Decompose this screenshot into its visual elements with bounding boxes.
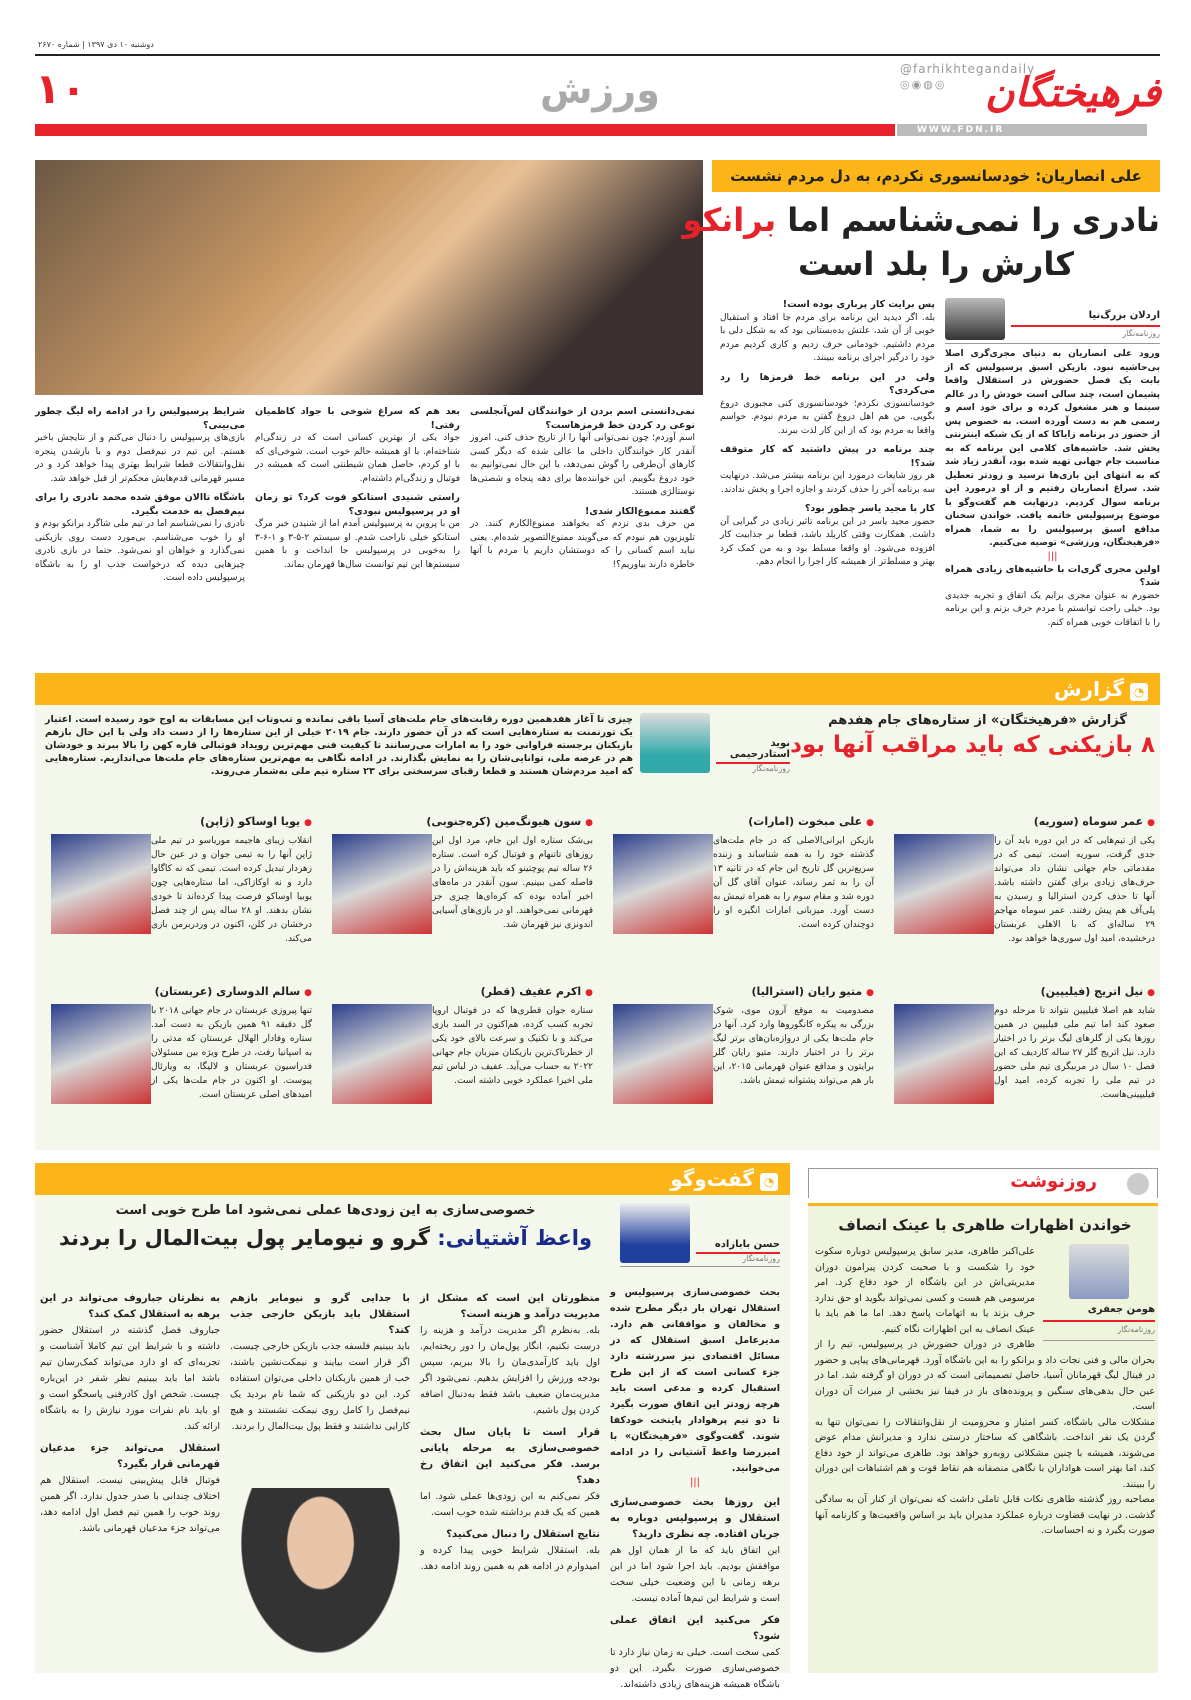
author-role: روزنامه‌نگار bbox=[752, 764, 790, 773]
interview-title-block bbox=[38, 1203, 613, 1250]
player-text: تنها پیروزی عربستان در جام جهانی ۲۰۱۸ با گل دقیقه ۹۱ همین بازیکن به دست آمد. ستاره وفادار الهلال عربستان که مدتی را به اسپانیا رفت، در طرح ویژه بین مسئولان فدراسیون عربستان و لالیگا، به ویارئال پیوست. او اکنون در جام ملت‌ها یکی از امیدهای اصلی عربستان است. bbox=[151, 1006, 312, 1100]
answer: باید ببینیم فلسفه جذب بازیکن خارجی چیست. اگر قرار است بیایند و نیمکت‌نشین باشند، خب از همین بازیکنان داخلی می‌توان استفاده کرد. این دو بازیکنی که شما نام بردید یک نیم‌فصل را کامل روی نیمکت نشستند و هیچ کارایی نداشتند و فقط پول بیت‌المال را بردند. bbox=[230, 1341, 410, 1432]
author-role: روزنامه‌نگار bbox=[742, 1254, 780, 1263]
question: قرار است تا پایان سال بحث خصوصی‌سازی به مرحله پایانی برسد. فکر می‌کنید این اتفاق رخ دهد؟ bbox=[420, 1427, 600, 1486]
telegram-icon: ◉ bbox=[911, 78, 924, 91]
interview-header-bar bbox=[35, 1163, 790, 1195]
lead-photo bbox=[35, 160, 703, 395]
question: کار با مجید یاسر چطور بود؟ bbox=[804, 503, 935, 514]
player-text: مصدومیت به موقع آرون موی، شوک بزرگی به پیکره کانگوروها وارد کرد. آنها در جام ملت‌ها یکی از دروازه‌بان‌های برتر لیگ برتر را در اختیار دارند. متیو رایان گلر برایتون و مدافع عنوان قهرمانی ۲۰۱۵، این بار هم می‌تواند پشتوانه تیمش باشد. bbox=[713, 1006, 874, 1086]
column-body bbox=[815, 1244, 1155, 1668]
lead-kicker: علی انصاریان: خودسانسوری نکردم، به دل مردم نشست bbox=[712, 160, 1160, 192]
answer: این اتفاق باید که ما از همان اول هم موافقش بودیم. باید اجرا شود اما در این برهه زمانی با این وضعیت خیلی سخت است و شرایط این تیم‌ها آماده نیست. bbox=[610, 1545, 780, 1604]
lead-column-3 bbox=[470, 400, 695, 665]
player-photo bbox=[894, 834, 994, 934]
lead-intro-column bbox=[945, 298, 1160, 665]
column-paragraph: مشکلات مالی باشگاه، کسر امتیاز و محرومیت از نقل‌وانتقالات را نمی‌توان تنها به گردن یک نفر انداخت. باشگاهی که ساختار درستی ندارد و مدیرانش مدام عوض می‌شوند، همیشه با چنین مشکلاتی روبه‌رو خواهد بود. طاهری می‌تواند از خود دفاع کند، اما بهتر است هواداران با نگاهی منصفانه هم نقاط قوت و هم اشتباهات این دوران را ببینند. bbox=[815, 1416, 1155, 1490]
player-name: ● عمر سوماه (سوریه) bbox=[888, 815, 1155, 830]
interview-headline: گرو و نیومایر پول بیت‌المال را بردند bbox=[58, 1226, 430, 1250]
lead-headline bbox=[682, 198, 1160, 286]
question: اولین مجری گری‌ات با حاشیه‌های زیادی همراه شد؟ bbox=[945, 563, 1160, 588]
player-card bbox=[607, 985, 874, 1145]
question: به نظرتان جباروف می‌تواند در این برهه به استقلال کمک کند؟ bbox=[40, 1293, 220, 1320]
lead-column-5 bbox=[35, 400, 245, 665]
player-text: بی‌شک ستاره اول این جام، مرد اول این روزهای تاتنهام و فوتبال کره است. ستاره ۲۶ ساله تیم پوچتینو که باید هزینه‌اش را در فاصله کمی ببینیم. سون آنقدر در ماه‌های اخیر آماده بوده که کره‌ای‌ها چیزی جز قهرمانی نمی‌خواهند. او در بازی‌های آسیایی اندونزی نیز قهرمان شد. bbox=[432, 836, 593, 930]
player-text: بازیکن ایرانی‌الاصلی که در جام ملت‌های گذشته خود را به همه شناساند و زننده سریع‌ترین گل تاریخ این جام که در ثانیه ۱۳ آن را به ثمر رساند، عنوان آقای گل آن دوره شد و مقام سوم را به همراه تیمش به دست آورد. میزبانی امارات انگیزه او را دوچندان کرده است. bbox=[713, 836, 874, 930]
interviewee-photo bbox=[228, 1488, 413, 1671]
section-icon bbox=[1127, 1173, 1149, 1195]
answer: بازی‌های پرسپولیس را دنبال می‌کنم و از نتایجش باخبر هستم. این تیم در نیم‌فصل دوم و با بازشدن پنجره نقل‌وانتقالات قطعا شرایط بهتری پیدا خواهد کرد و در مسیر قهرمانی قدم‌هایش محکم‌تر از قبل خواهد شد. bbox=[35, 433, 245, 484]
question: با جدایی گرو و نیومایر بازهم استقلال باید بازیکن خارجی جذب کند؟ bbox=[230, 1293, 410, 1336]
answer: فکر نمی‌کنم به این زودی‌ها عملی شود. اما همین که یک قدم برداشته شده خوب است. bbox=[420, 1491, 600, 1518]
player-photo bbox=[51, 834, 151, 934]
report-header-bar bbox=[35, 673, 1160, 705]
player-name: ● علی مبخوت (امارات) bbox=[607, 815, 874, 830]
newspaper-logo: فرهیختگان bbox=[985, 70, 1161, 116]
page-number: ۱۰ bbox=[35, 64, 87, 113]
player-text: شاید هم اصلا فیلیپین نتواند تا مرحله دوم صعود کند اما تیم ملی فیلیپین در همین روزها یکی از گلرهای لیگ برتر را در اختیار دارد. نیل اتریج گلر ۲۷ ساله کاردیف که این فصل ۱۰ سال در مربیگری تیم ملی حضور در تیم ملی را تجربه کرده، امید اول فیلیپینی‌هاست. bbox=[994, 1006, 1156, 1100]
section-icon: ◔ bbox=[1130, 683, 1148, 701]
column-author bbox=[1043, 1244, 1155, 1341]
interview-column-4 bbox=[40, 1285, 220, 1668]
divider bbox=[35, 54, 1160, 56]
report-author bbox=[640, 713, 790, 776]
interview-author bbox=[620, 1203, 780, 1267]
lead-column-4 bbox=[255, 400, 460, 665]
answer: اسم آوردم؛ چون نمی‌توانی آنها را از تاریخ حذف کنی. امروز آنقدر کار خوانندگان داخلی ما عالی شده که دیگر کسی کارهای آن‌طرفی را گوش نمی‌دهد، با این حال نمی‌توانیم به خود دروغ بگوییم. این خواننده‌ها برای دهه پنجاه و شصتی‌ها نوستالژی هستند. bbox=[470, 433, 695, 497]
answer: بله. به‌نظرم اگر مدیریت درآمد و هزینه را درست نکنیم، انگار پول‌مان را دور ریخته‌ایم. اول باید کارآمدی‌مان را بالا ببریم، سپس بودجه ورزش را افزایش بدهیم. نمی‌شود اگر مدیریت‌مان ضعیف باشد فقط به‌دنبال اضافه کردن پول باشیم. bbox=[420, 1325, 600, 1416]
player-card bbox=[326, 985, 593, 1145]
author-photo bbox=[1069, 1244, 1129, 1299]
player-photo bbox=[894, 1004, 994, 1104]
report-title-block bbox=[790, 713, 1155, 758]
player-photo bbox=[613, 834, 713, 934]
question: نتایج استقلال را دنبال می‌کنید؟ bbox=[446, 1529, 600, 1540]
website: WWW.FDN.IR bbox=[897, 124, 1147, 136]
player-name: ● سالم الدوساری (عربستان) bbox=[45, 985, 312, 1000]
headline-part: کارش را بلد است bbox=[798, 245, 1074, 283]
answer: بله. اگر دیدید این برنامه برای مردم جا افتاد و استقبال خوبی از آن شد، علتش بده‌بستانی بود که به شکل دلی با مردم داشتیم. خودمانی حرف زدیم و کاری کردیم مردم خود را درگیر اجرای برنامه ببینند. bbox=[720, 312, 935, 363]
player-name: ● یویا اوساکو (ژاپن) bbox=[45, 815, 312, 830]
headline-part: نادری را نمی‌شناسم اما bbox=[776, 201, 1160, 239]
report-intro: چیزی تا آغاز هفدهمین دوره رقابت‌های جام ملت‌های آسیا باقی نمانده و تب‌وتاب این مسابقات به اوج خود رسیده است. اعتبار یک تورنمنت به ستاره‌هایی است که در آن حضور دارند. جام ۲۰۱۹ خیلی از این ستاره‌ها را از دست داد ولی با این حال بازهم بازیکنان برجسته فراوانی خود را به امارات می‌رسانند تا کیفیت فنی مهم‌ترین رویداد فوتبالی قاره کهن را بالا ببرند و خودشان هم در عرصه ملی، توانایی‌شان را به نمایش بگذارند. در ادامه نگاهی به مهم‌ترین ستاره‌های جام ملت‌ها می‌اندازیم. ستاره‌هایی که امید مردم‌شان هستند و قطعا رقبای سرسختی برای ۲۳ ستاره تیم ملی به‌شمار می‌روند. bbox=[45, 714, 633, 777]
player-card bbox=[888, 985, 1155, 1145]
player-photo bbox=[613, 1004, 713, 1104]
answer: هر روز شایعات درمورد این برنامه بیشتر می‌شد. درنهایت سه برنامه آخر را حذف کردند و اجازه اجرا و پخش ندادند. bbox=[720, 471, 935, 495]
answer: کمی سخت است. خیلی به زمان نیاز دارد تا خصوصی‌سازی صورت بگیرد. این دو باشگاه همیشه هزینه‌های زیادی داشته‌اند. bbox=[610, 1647, 780, 1690]
interview-kicker: خصوصی‌سازی به این زودی‌ها عملی نمی‌شود اما طرح خوبی است bbox=[115, 1203, 536, 1218]
player-name: ● نیل اتریج (فیلیپین) bbox=[888, 985, 1155, 1000]
player-card bbox=[888, 815, 1155, 975]
separator: ||| bbox=[1047, 550, 1058, 562]
lead-intro: ورود علی انصاریان به دنیای مجری‌گری اصلا بی‌حاشیه نبود. بازیکن اسبق پرسپولیس که از بابت یک فصل حضورش در استقلال واقعا پشیمان است، چند سالی است خودش را در عالم سینما و هنر مشغول کرده و برای خود اسم و رسمی هم به دست آورده است. به خصوص پس از حضور در برنامه زایاکا که از یک شبکه اینترنتی پخش شد. حاشیه‌های کلامی این برنامه که به مناسبت جام جهانی تهیه شده بود، آنقدر زیاد شد که به انتهای این بازی‌ها نرسید و زودتر تعطیل شد. سراغ انصاریان رفتیم و از او درمورد این برنامه سوال کردیم. درنهایت هم گفت‌وگو با موضوع پرسپولیس خاتمه یافت. خواندن سخنان مدافع اسبق پرسپولیس را به شما، همراه «فرهیختگان، ورزشی» توصیه می‌کنیم. bbox=[945, 349, 1160, 548]
answer: فوتبال قابل پیش‌بینی نیست. استقلال هم اختلاف چندانی با صدر جدول ندارد. اگر همین روند خوب را همین تیم فصل اول ادامه دهد، می‌تواند جزء مدعیان قهرمانی باشد. bbox=[40, 1475, 220, 1534]
question: چند برنامه در پیش داشتید که کار متوقف شد؟! bbox=[720, 444, 935, 469]
section-icon: ◔ bbox=[760, 1173, 778, 1191]
player-card bbox=[45, 815, 312, 975]
player-name: ● سون هیونگ‌مین (کره‌جنوبی) bbox=[326, 815, 593, 830]
answer: نادری را نمی‌شناسم اما در تیم ملی شاگرد برانکو بودم و او را خوب می‌شناسم. بی‌مورد دست روی بازیکنی نمی‌گذارد و خواهان او نمی‌شود. حتما در بازی نادری چیزهایی دیده که درخواست جذب او را به باشگاه پرسپولیس داده است. bbox=[35, 519, 245, 583]
interview-column-3 bbox=[230, 1285, 410, 1483]
player-name: ● متیو رایان (استرالیا) bbox=[607, 985, 874, 1000]
report-kicker: گزارش «فرهیختگان» از ستاره‌های جام هفدهم bbox=[828, 713, 1127, 728]
social-icons bbox=[900, 78, 946, 91]
question: این روزها بحث خصوصی‌سازی استقلال و پرسپولیس دوباره به جریان افتاده. چه نظری دارید؟ bbox=[610, 1497, 780, 1540]
question: منظورتان این است که مشکل از مدیریت درآمد و هزینه است؟ bbox=[420, 1293, 600, 1320]
interview-tag-label: گفت‌وگو bbox=[670, 1167, 754, 1191]
answer: من حرف بدی نزدم که بخواهند ممنوع‌الکارم کنند. در تلویزیون هم نبودم که می‌گویند ممنوع‌التصویر شده‌ام. یعنی نباید اسم کسانی را که دوستشان داریم یا مردم با آنها خاطره دارند بیاوریم؟! bbox=[470, 519, 695, 570]
players-grid bbox=[45, 815, 1155, 1145]
answer: بله. استقلال شرایط خوبی پیدا کرده و امیدوارم در ادامه هم به همین روند ادامه دهد. bbox=[420, 1545, 600, 1572]
author-role: روزنامه‌نگار bbox=[1122, 328, 1160, 338]
player-name: ● اکرم عفیف (قطر) bbox=[326, 985, 593, 1000]
question: پس برایت کار پرباری بوده است! bbox=[782, 299, 935, 310]
answer: جواد یکی از بهترین کسانی است که در زندگی‌ام شناخته‌ام. با او همیشه حالم خوب است. شوخی‌ای که با او کردم، حاصل همان شیطنتی است که همیشه در فوتبال و زندگی‌ام داشته‌ام. bbox=[255, 433, 460, 484]
player-card bbox=[45, 985, 312, 1145]
section-title: ورزش bbox=[540, 68, 660, 112]
report-tag bbox=[1054, 673, 1148, 705]
interview-tag bbox=[670, 1163, 778, 1195]
date-issue: دوشنبه ۱۰ دی ۱۳۹۷ | شماره ۲۶۷۰ bbox=[38, 40, 154, 49]
social-handle: @farhikhtegandaily bbox=[900, 62, 1036, 76]
player-text: انقلاب زیبای هاجیمه موریاسو در تیم ملی ژاپن آنها را به تیمی جوان و در عین حال زهردار تبدیل کرده است. تیمی که نه کاگاوا دارد و نه اوکازاکی، اما ستاره‌هایی چون یوبیا اوساکو فرصت پیدا کرده‌اند تا خودی نشان بدهند. او ۲۸ ساله پس از چند فصل درخشان در کلن، اکنون در وردربرمن بازی می‌کند. bbox=[151, 836, 312, 944]
author-name: هومن جعفری bbox=[1043, 1302, 1155, 1322]
player-card bbox=[607, 815, 874, 975]
answer: خودسانسوری نکردم؛ خودسانسوری کنی مجبوری دروغ بگویی. من هم اهل دروغ گفتن به مردم نبودم. حواسم واقعا به مردم بود که از این کار لذت ببرند. bbox=[720, 398, 935, 436]
player-text: ستاره جوان قطری‌ها که در فوتبال اروپا تجربه کسب کرده، هم‌اکنون در السد بازی می‌کند و با تکنیک و سرعت بالای خود یکی از خطرناک‌ترین بازیکنان میزبان جام جهانی ۲۰۲۲ به حساب می‌آید. عفیف در لباس تیم ملی اخیرا عملکرد خوبی داشته است. bbox=[432, 1006, 593, 1086]
author-photo bbox=[640, 713, 710, 773]
column-tag: روزنوشت bbox=[1010, 1171, 1097, 1192]
headline-highlight: برانکو bbox=[682, 201, 777, 239]
question: بعد هم که سراغ شوخی با جواد کاظمیان رفتی! bbox=[255, 406, 460, 431]
header-bar bbox=[35, 124, 895, 136]
author-photo bbox=[620, 1203, 690, 1263]
player-photo bbox=[51, 1004, 151, 1104]
question: استقلال می‌تواند جزء مدعیان قهرمانی قرار بگیرد؟ bbox=[40, 1443, 220, 1470]
question: نمی‌دانستی اسم بردن از خوانندگان لس‌آنجلسی نوعی رد کردن خط قرمزهاست؟ bbox=[470, 406, 695, 431]
interview-column-2 bbox=[420, 1285, 600, 1668]
author-name: حسن بابازاده bbox=[696, 1239, 780, 1254]
player-text: یکی از تیم‌هایی که در این دوره باید آن را جدی گرفت، سوریه است. تیمی که در مقدماتی جام جهانی نشان داد می‌تواند حرف‌های زیادی برای گفتن داشته باشد. آنها تا حذف کردن استرالیا و رسیدن به پلی‌آف هم پیش رفتند. عمر سوماه مهاجم ۲۹ ساله‌ای که با الاهلی عربستان درخشیده، امید اول سوری‌ها خواهد بود. bbox=[994, 836, 1155, 944]
headline-speaker: واعظ آشتیانی: bbox=[429, 1226, 593, 1250]
column-headline: خواندن اظهارات طاهری با عینک انصاف bbox=[838, 1216, 1132, 1234]
question: راستی شنیدی استانکو فوت کرد؟ تو زمان او در پرسپولیس نبودی؟ bbox=[255, 492, 460, 517]
player-card bbox=[326, 815, 593, 975]
lead-column-2 bbox=[720, 298, 935, 665]
separator: ||| bbox=[689, 1477, 701, 1488]
author-byline bbox=[945, 298, 1160, 344]
question: باشگاه تاالان موفق شده محمد نادری را برای نیم‌فصل به خدمت بگیرد. bbox=[35, 492, 245, 517]
aparat-icon: ◎ bbox=[934, 78, 947, 91]
player-photo bbox=[332, 1004, 432, 1104]
player-photo bbox=[332, 834, 432, 934]
column-paragraph: مصاحبه روز گذشته طاهری نکات قابل تاملی داشت که نمی‌توان از کنار آن به سادگی گذشت. در نهایت قضاوت درباره عملکرد مدیران باید بر اساس واقعیت‌ها و کارنامه آنها صورت بگیرد و نه احساسات. bbox=[815, 1494, 1155, 1536]
author-photo bbox=[945, 298, 1005, 340]
column-paragraph: علی‌اکبر طاهری، مدیر سابق پرسپولیس دوباره سکوت خود را شکست و با صحبت کردن پیرامون دوران مدیریتی‌اش در این باشگاه از خود دفاع کرد. امر مرسومی هم هست و کسی نمی‌تواند بگوید او حق ندارد حرف بزند یا به اتهامات پاسخ دهد. اما ما هم باید با عینک انصاف به این اظهارات نگاه کنیم. bbox=[815, 1246, 1035, 1335]
author-role: روزنامه‌نگار bbox=[1117, 1324, 1155, 1334]
column-paragraph: طاهری در دوران حضورش در پرسپولیس، تیم را از بحران مالی و فنی نجات داد و برانکو را به این باشگاه آورد. قهرمانی‌های پیاپی و حضور در فینال لیگ قهرمانان آسیا، حاصل تصمیماتی است که در دوران او گرفته شد. اما در عین حال بدهی‌های سنگین و پرونده‌های باز در فیفا نیز بخشی از میراث آن دوران است. bbox=[815, 1339, 1155, 1412]
twitter-icon: ◍ bbox=[923, 78, 935, 91]
author-name: اردلان بزرگ‌نیا bbox=[1011, 309, 1160, 327]
interview-intro: بحث خصوصی‌سازی پرسپولیس و استقلال تهران بار دیگر مطرح شده و مخالفان و موافقانی هم دارد. مدیرعامل اسبق استقلال که در مسائل اقتصادی نیز سررشته دارد جزء کسانی است که از این طرح استقبال کرده و مدعی است باید هرچه زودتر این اتفاق صورت بگیرد تا دو تیم پرهوادار پایتخت خودکفا شوند. گفت‌وگوی «فرهیختگان» با امیررضا واعظ آشتیانی را در ادامه می‌خوانید. bbox=[610, 1287, 780, 1474]
question: ولی در این برنامه خط قرمزها را رد می‌کردی؟ bbox=[720, 371, 935, 396]
column-header bbox=[808, 1168, 1158, 1198]
instagram-icon: ◎ bbox=[900, 78, 912, 91]
answer: جباروف فصل گذشته در استقلال حضور داشته و با شرایط این تیم کاملا آشناست و تجربه‌ای که او دارد می‌تواند کمک‌رسان تیم باشد اما باید ببینیم نظر شفر در این‌باره چیست. شخص اول کادرفنی پاسخگو است و او باید نام نفرات مورد نیازش را به باشگاه ارائه کند. bbox=[40, 1325, 220, 1432]
answer: من با پروین به پرسپولیس آمدم اما از شنیدن خبر مرگ استانکو خیلی ناراحت شدم. او سیستم ۲-۵-۳ و ۱-۶-۳ را به‌خوبی در پرسپولیس جا انداخت و با همین سیستم‌ها این تیم توانست سال‌ها قهرمان بماند. bbox=[255, 519, 460, 570]
answer: حضورم به عنوان مجری برایم یک اتفاق و تجربه جدیدی بود. خیلی راحت توانستم با مردم حرف بزنم و این برنامه را با اتفاقات خوبی همراه کنم. bbox=[945, 590, 1160, 628]
author-name: نوید استادرحیمی bbox=[716, 738, 790, 764]
question: گفتند ممنوع‌الکار شدی! bbox=[584, 505, 695, 517]
question: شرایط پرسپولیس را در ادامه راه لیگ چطور می‌بینی؟ bbox=[35, 406, 245, 431]
interview-column-1 bbox=[610, 1285, 780, 1690]
answer: حضور مجید یاسر در این برنامه تاثیر زیادی در گیرایی آن داشت. همکارت وقتی کاربلد باشد، قطعا بر جذابیت کار افزوده می‌شود. او واقعا مسلط بود و به من کمک کرد بهتر و مسلط‌تر از همیشه کار اجرا را انجام دهم. bbox=[720, 516, 935, 567]
report-headline: ۸ بازیکنی که باید مراقب آنها بود bbox=[790, 732, 1155, 758]
question: فکر می‌کنید این اتفاق عملی شود؟ bbox=[610, 1615, 780, 1642]
report-tag-label: گزارش bbox=[1053, 677, 1124, 701]
